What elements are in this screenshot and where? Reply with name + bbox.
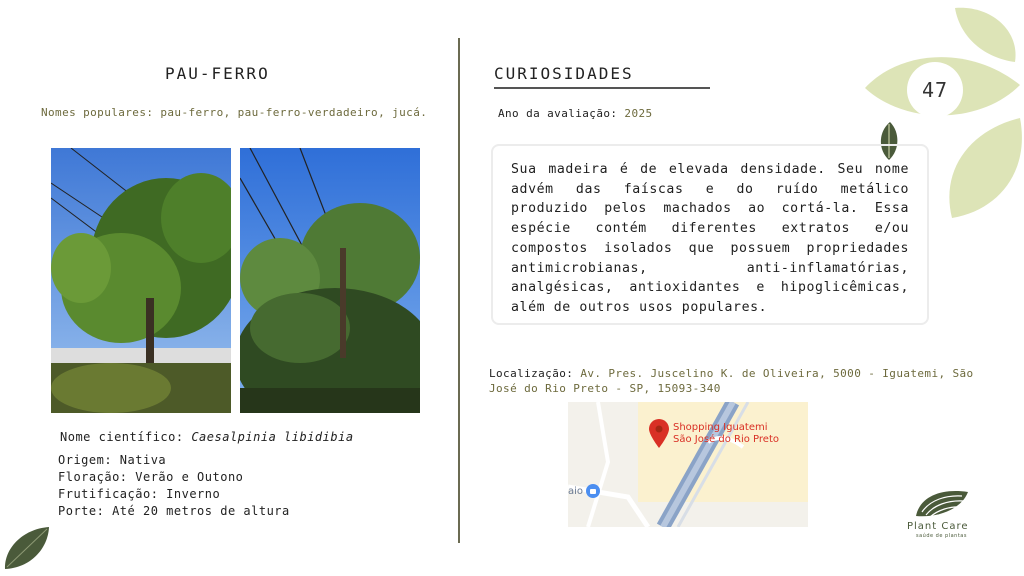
tree-photo-2 [240,148,420,413]
flowering: Floração: Verão e Outono [58,470,244,484]
location-address: Av. Pres. Juscelino K. de Oliveira, 5000 - Iguatemi, São José do Rio Preto - SP, 15093-340 [489,367,974,395]
map-place-name-2: São José do Rio Preto [673,434,779,445]
curiosities-text: Sua madeira é de elevada densidade. Seu nome advém das faíscas e do ruído metálico produzido pelos machados ao cortá-la. Essa espécie contém diferentes extratos e/ou compostos isolados que possuem propriedades antimicrobianas, anti-inflamatórias, analgésicas, antioxidantes e hipoglicêmicas, além de outros usos populares. [511,162,909,315]
map-canvas [568,402,808,527]
map-place-name-1: Shopping Iguatemi [673,422,768,433]
map-edge-text: aio [568,486,584,497]
size: Porte: Até 20 metros de altura [58,504,290,518]
map-place-label[interactable] [673,422,779,446]
curiosities-box [491,144,929,325]
brand-tagline: saúde de plantas [916,533,967,539]
evaluation-year [498,107,653,120]
species-title: PAU-FERRO [165,64,270,83]
curiosities-underline [494,87,710,89]
evaluation-year-value: 2025 [624,107,653,120]
origin: Origem: Nativa [58,453,167,467]
location [489,366,979,396]
tree-photo-1 [51,148,231,413]
page-number: 47 [921,78,949,102]
scientific-name-line [60,429,354,446]
scientific-name-label: Nome científico: [60,430,184,444]
scientific-name: Caesalpinia libidibia [191,430,354,444]
evaluation-year-label: Ano da avaliação: [498,107,618,120]
fruiting: Frutificação: Inverno [58,487,221,501]
shopping-bag-icon[interactable] [586,484,600,498]
page-number-badge [907,62,963,118]
location-map[interactable] [568,402,808,527]
curiosities-title: CURIOSIDADES [494,64,634,83]
column-divider [458,38,460,543]
brand-name: Plant Care [907,521,969,532]
plant-care-logo-icon [912,486,972,520]
leaf-top [955,8,1016,62]
leaf-bottom [949,118,1022,218]
location-label: Localização: [489,367,574,380]
map-pin-icon[interactable] [648,419,670,449]
popular-names: Nomes populares: pau-ferro, pau-ferro-verdadeiro, jucá. [41,106,428,119]
decorative-leaf-bottom-left [2,524,52,572]
